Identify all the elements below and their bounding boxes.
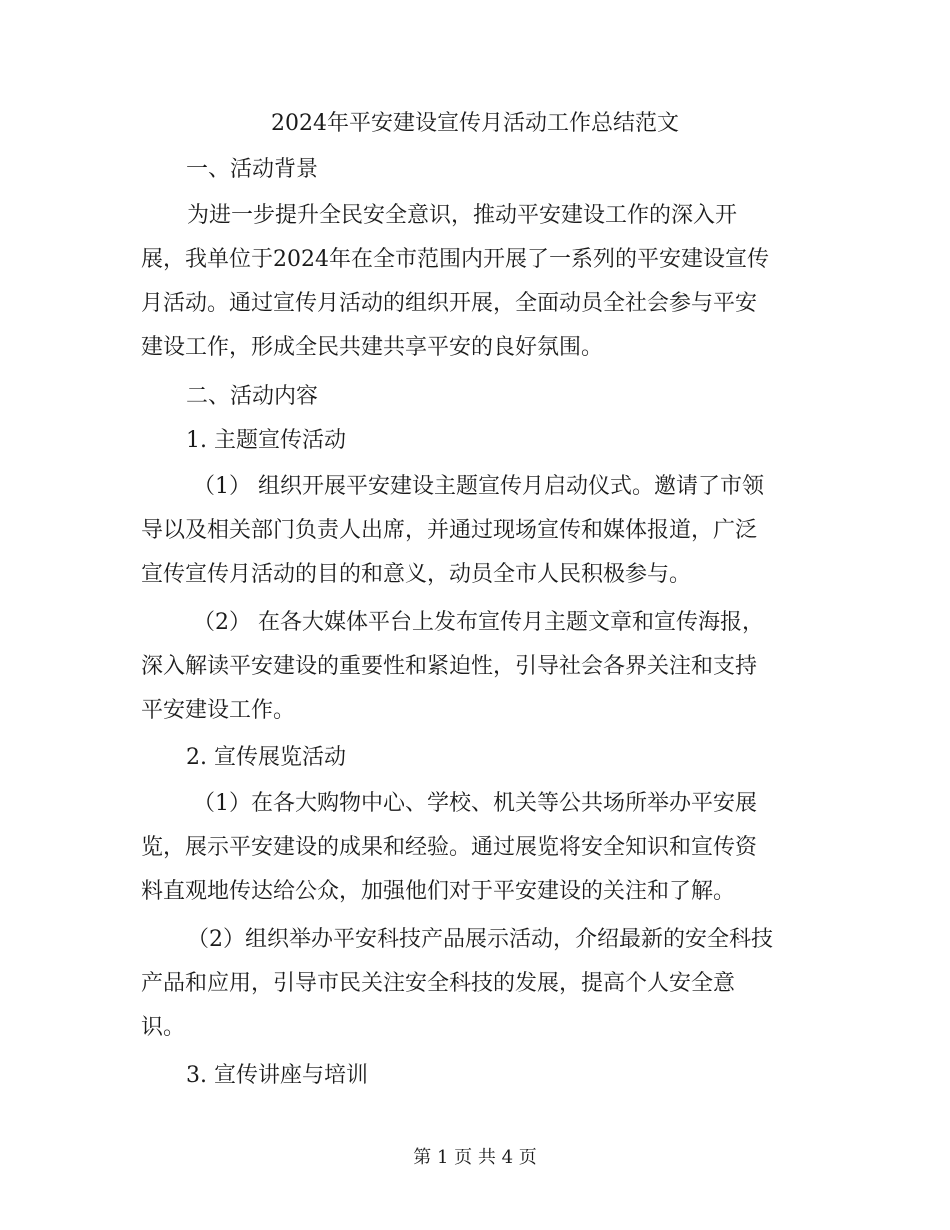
paragraph-line: （2）组织举办平安科技产品展示活动，介绍最新的安全科技: [187, 927, 773, 952]
paragraph-line: 宣传宣传月活动的目的和意义，动员全市人民积极参与。: [141, 562, 692, 587]
paragraph-background: [141, 194, 821, 370]
subsection-heading-lectures: 3. 宣传讲座与培训: [186, 1063, 368, 1088]
paragraph-line: 平安建设工作。: [141, 698, 296, 723]
paragraph-line: 导以及相关部门负责人出席，并通过现场宣传和媒体报道，广泛: [141, 518, 758, 543]
paragraph-line: 产品和应用，引导市民关注安全科技的发展，提高个人安全意: [141, 971, 736, 996]
paragraph-line: 识。: [141, 1015, 186, 1040]
paragraph-line: 为进一步提升全民安全意识，推动平安建设工作的深入开: [187, 203, 738, 228]
paragraph-line: 建设工作，形成全民共建共享平安的良好氛围。: [141, 335, 604, 360]
paragraph-exhibition-item1: [141, 782, 821, 914]
paragraph-line: 览，展示平安建设的成果和经验。通过展览将安全知识和宣传资: [141, 835, 758, 860]
document-title: 2024年平安建设宣传月活动工作总结范文: [271, 111, 679, 136]
paragraph-line: 展，我单位于2024年在全市范围内开展了一系列的平安建设宣传: [141, 247, 769, 272]
paragraph-line: 料直观地传达给公众，加强他们对于平安建设的关注和了解。: [141, 879, 736, 904]
paragraph-line: （1）在各大购物中心、学校、机关等公共场所举办平安展: [193, 791, 757, 816]
paragraph-line: 月活动。通过宣传月活动的组织开展，全面动员全社会参与平安: [141, 291, 758, 316]
page-number-footer: 第 1 页 共 4 页: [413, 1147, 537, 1168]
subsection-heading-theme: 1. 主题宣传活动: [186, 428, 346, 453]
paragraph-exhibition-item2: [141, 918, 821, 1050]
paragraph-line: 深入解读平安建设的重要性和紧迫性，引导社会各界关注和支持: [141, 654, 758, 679]
paragraph-theme-item2: [141, 601, 821, 733]
subsection-heading-exhibition: 2. 宣传展览活动: [186, 745, 346, 770]
section-heading-background: 一、活动背景: [186, 157, 319, 182]
paragraph-line: （1） 组织开展平安建设主题宣传月启动仪式。邀请了市领: [193, 474, 764, 499]
section-heading-content: 二、活动内容: [186, 384, 319, 409]
paragraph-theme-item1: [141, 465, 821, 597]
paragraph-line: （2） 在各大媒体平台上发布宣传月主题文章和宣传海报，: [193, 610, 764, 635]
